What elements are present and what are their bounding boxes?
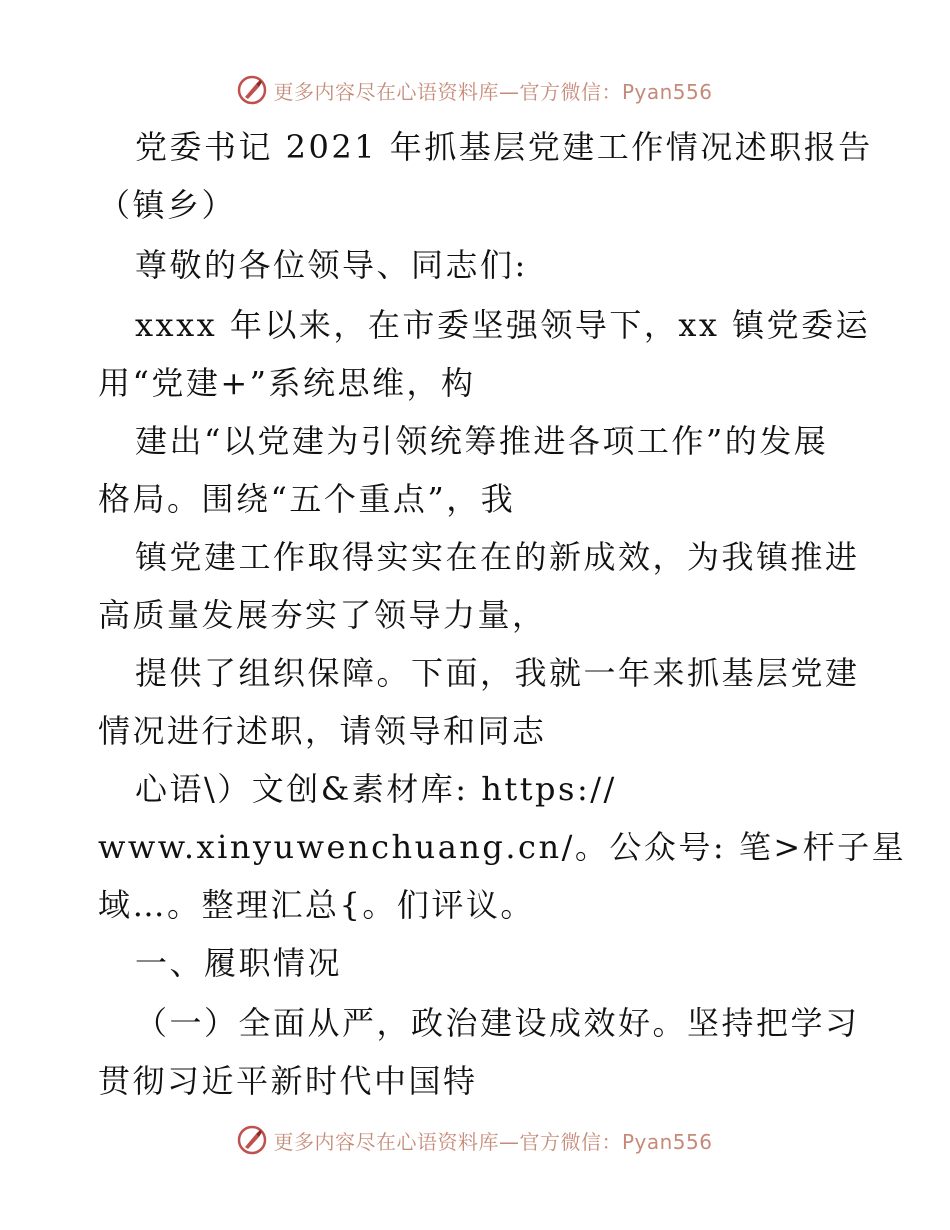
doc-title-line-2: （镇乡）: [98, 186, 237, 224]
subsection-heading: （一）全面从严，政治建设成效好。坚持把学习: [135, 1004, 860, 1042]
doc-line: 域…。整理汇总{。们评议。: [98, 886, 535, 924]
doc-line: 贯彻习近平新时代中国特: [98, 1062, 478, 1100]
watermark-text: 更多内容尽在心语资料库—官方微信：Pyan556: [273, 1129, 713, 1154]
doc-line: 心语\）文创&素材库: https://: [135, 770, 617, 808]
doc-line: 提供了组织保障。下面，我就一年来抓基层党建: [135, 654, 860, 692]
pen-logo-icon: [237, 1125, 267, 1155]
watermark-banner-top: [0, 70, 950, 110]
doc-line: 建出“以党建为引领统筹推进各项工作”的发展: [135, 422, 829, 460]
watermark-text: 更多内容尽在心语资料库—官方微信：Pyan556: [273, 79, 713, 104]
section-heading: 一、履职情况: [135, 944, 343, 982]
doc-line: xxxx 年以来，在市委坚强领导下，xx 镇党委运: [135, 306, 871, 344]
doc-line: 用“党建+”系统思维，构: [98, 364, 476, 402]
doc-title-line-1: 党委书记 2021 年抓基层党建工作情况述职报告: [135, 128, 873, 166]
doc-line: 情况进行述职，请领导和同志: [98, 712, 547, 750]
doc-line: 镇党建工作取得实实在在的新成效，为我镇推进: [135, 538, 860, 576]
doc-line: 格局。围绕“五个重点”，我: [98, 480, 516, 518]
doc-line: 高质量发展夯实了领导力量，: [98, 596, 547, 634]
doc-line: www.xinyuwenchuang.cn/。公众号: 笔>杆子星: [98, 828, 907, 866]
pen-logo-icon: [237, 75, 267, 105]
doc-salutation: 尊敬的各位领导、同志们:: [135, 246, 528, 284]
watermark-banner-bottom: [0, 1120, 950, 1160]
